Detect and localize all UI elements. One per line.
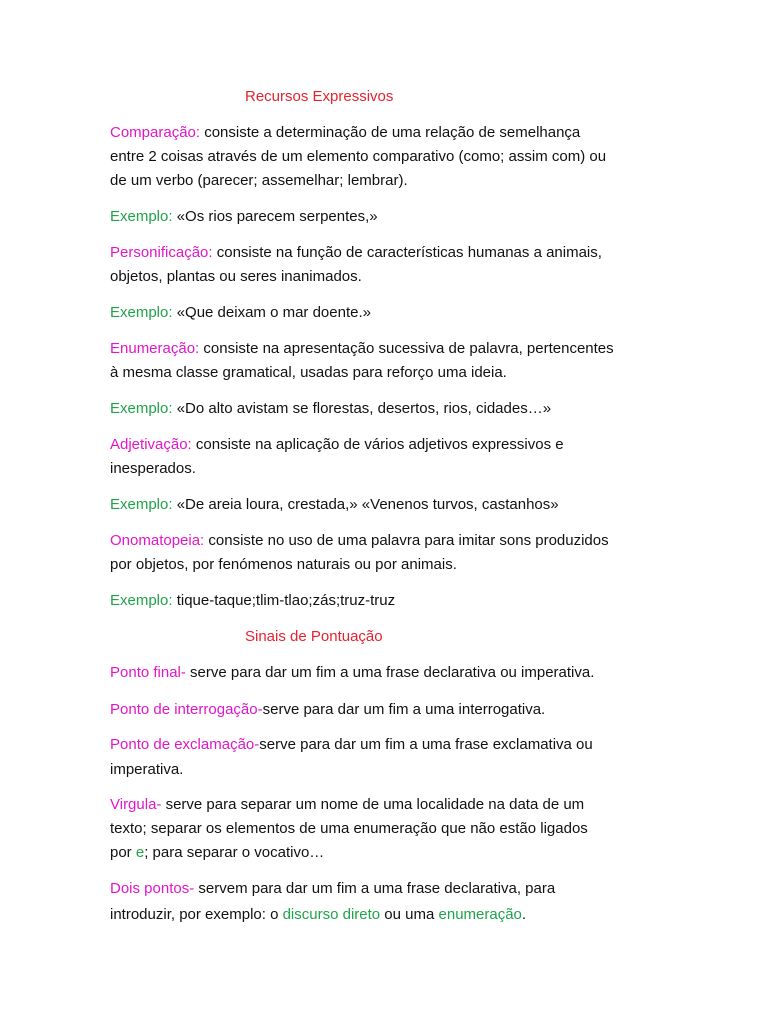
virgula-prefix: por [110, 844, 136, 861]
enumeracao-text-1: consiste na apresentação sucessiva de palavra, pertencentes [199, 340, 614, 357]
highlight-enumeracao: enumeração [438, 906, 522, 923]
virgula-line-3 [110, 843, 324, 863]
enumeracao-line-1 [110, 339, 614, 359]
onomatopeia-line-1 [110, 531, 609, 551]
adjetivacao-line-1 [110, 435, 564, 455]
term-virgula: Virgula- [110, 796, 162, 813]
exemplo-onomatopeia [110, 591, 395, 611]
personificacao-text-1: consiste na função de características humanas a animais, [212, 244, 602, 261]
dois-pontos-text-1: servem para dar um fim a uma frase declarativa, para [194, 880, 556, 897]
term-ponto-exclamacao: Ponto de exclamação- [110, 736, 260, 753]
exemplo-text: «De areia loura, crestada,» «Venenos turvos, castanhos» [172, 496, 559, 513]
comparacao-text-1: consiste a determinação de uma relação de semelhança [200, 124, 581, 141]
exemplo-label: Exemplo: [110, 592, 173, 609]
interrogacao-text: serve para dar um fim a uma interrogativa. [262, 701, 546, 718]
exemplo-adjetivacao [110, 495, 559, 515]
virgula-text-1: serve para separar um nome de uma localidade na data de um [161, 796, 585, 813]
exemplo-label: Exemplo: [110, 208, 173, 225]
term-comparacao: Comparação: [110, 124, 201, 141]
term-ponto-interrogacao: Ponto de interrogação- [110, 701, 263, 718]
personificacao-line-2: objetos, plantas ou seres inanimados. [110, 268, 362, 285]
personificacao-line-1 [110, 243, 602, 263]
term-dois-pontos: Dois pontos- [110, 880, 195, 897]
term-adjetivacao: Adjetivação: [110, 436, 192, 453]
term-onomatopeia: Onomatopeia: [110, 532, 205, 549]
dois-pontos-line-2 [110, 905, 526, 925]
enumeracao-line-2: à mesma classe gramatical, usadas para reforço uma ideia. [110, 364, 507, 381]
comparacao-line-3: de um verbo (parecer; assemelhar; lembrar). [110, 172, 408, 189]
exclamacao-line-2: imperativa. [110, 761, 184, 778]
virgula-suffix: ; para separar o vocativo… [144, 844, 325, 861]
adjetivacao-text-1: consiste na aplicação de vários adjetivos expressivos e [191, 436, 564, 453]
exemplo-text: «Do alto avistam se florestas, desertos, rios, cidades…» [172, 400, 552, 417]
virgula-highlight: e [135, 844, 145, 861]
exclamacao-text-1: serve para dar um fim a uma frase exclamativa ou [259, 736, 593, 753]
onomatopeia-text-1: consiste no uso de uma palavra para imitar sons produzidos [204, 532, 609, 549]
term-ponto-final: Ponto final- [110, 664, 186, 681]
exemplo-text: tique-taque;tlim-tlao;zás;truz-truz [172, 592, 396, 609]
interrogacao-line [110, 700, 545, 720]
exemplo-text: «Que deixam o mar doente.» [172, 304, 371, 321]
comparacao-line-2: entre 2 coisas através de um elemento comparativo (como; assim com) ou [110, 148, 607, 165]
dois-pontos-end: . [521, 906, 527, 923]
exemplo-comparacao [110, 207, 378, 227]
exemplo-personificacao [110, 303, 371, 323]
ponto-final-line [110, 663, 594, 683]
dois-pontos-line-1 [110, 879, 555, 899]
adjetivacao-line-2: inesperados. [110, 460, 196, 477]
title-sinais-de-pontuacao: Sinais de Pontuação [245, 628, 383, 645]
highlight-discurso-direto: discurso direto [282, 906, 381, 923]
exemplo-label: Exemplo: [110, 304, 173, 321]
exemplo-enumeracao [110, 399, 551, 419]
exclamacao-line-1 [110, 735, 593, 755]
exemplo-text: «Os rios parecem serpentes,» [172, 208, 378, 225]
term-enumeracao: Enumeração: [110, 340, 200, 357]
dois-pontos-mid: ou uma [380, 906, 439, 923]
exemplo-label: Exemplo: [110, 496, 173, 513]
virgula-line-1 [110, 795, 584, 815]
comparacao-line-1 [110, 123, 580, 143]
term-personificacao: Personificação: [110, 244, 213, 261]
dois-pontos-prefix: introduzir, por exemplo: o [110, 906, 283, 923]
ponto-final-text: serve para dar um fim a uma frase declarativa ou imperativa. [185, 664, 595, 681]
title-recursos-expressivos: Recursos Expressivos [245, 88, 394, 105]
onomatopeia-line-2: por objetos, por fenómenos naturais ou por animais. [110, 556, 457, 573]
virgula-line-2: texto; separar os elementos de uma enumeração que não estão ligados [110, 820, 588, 837]
exemplo-label: Exemplo: [110, 400, 173, 417]
